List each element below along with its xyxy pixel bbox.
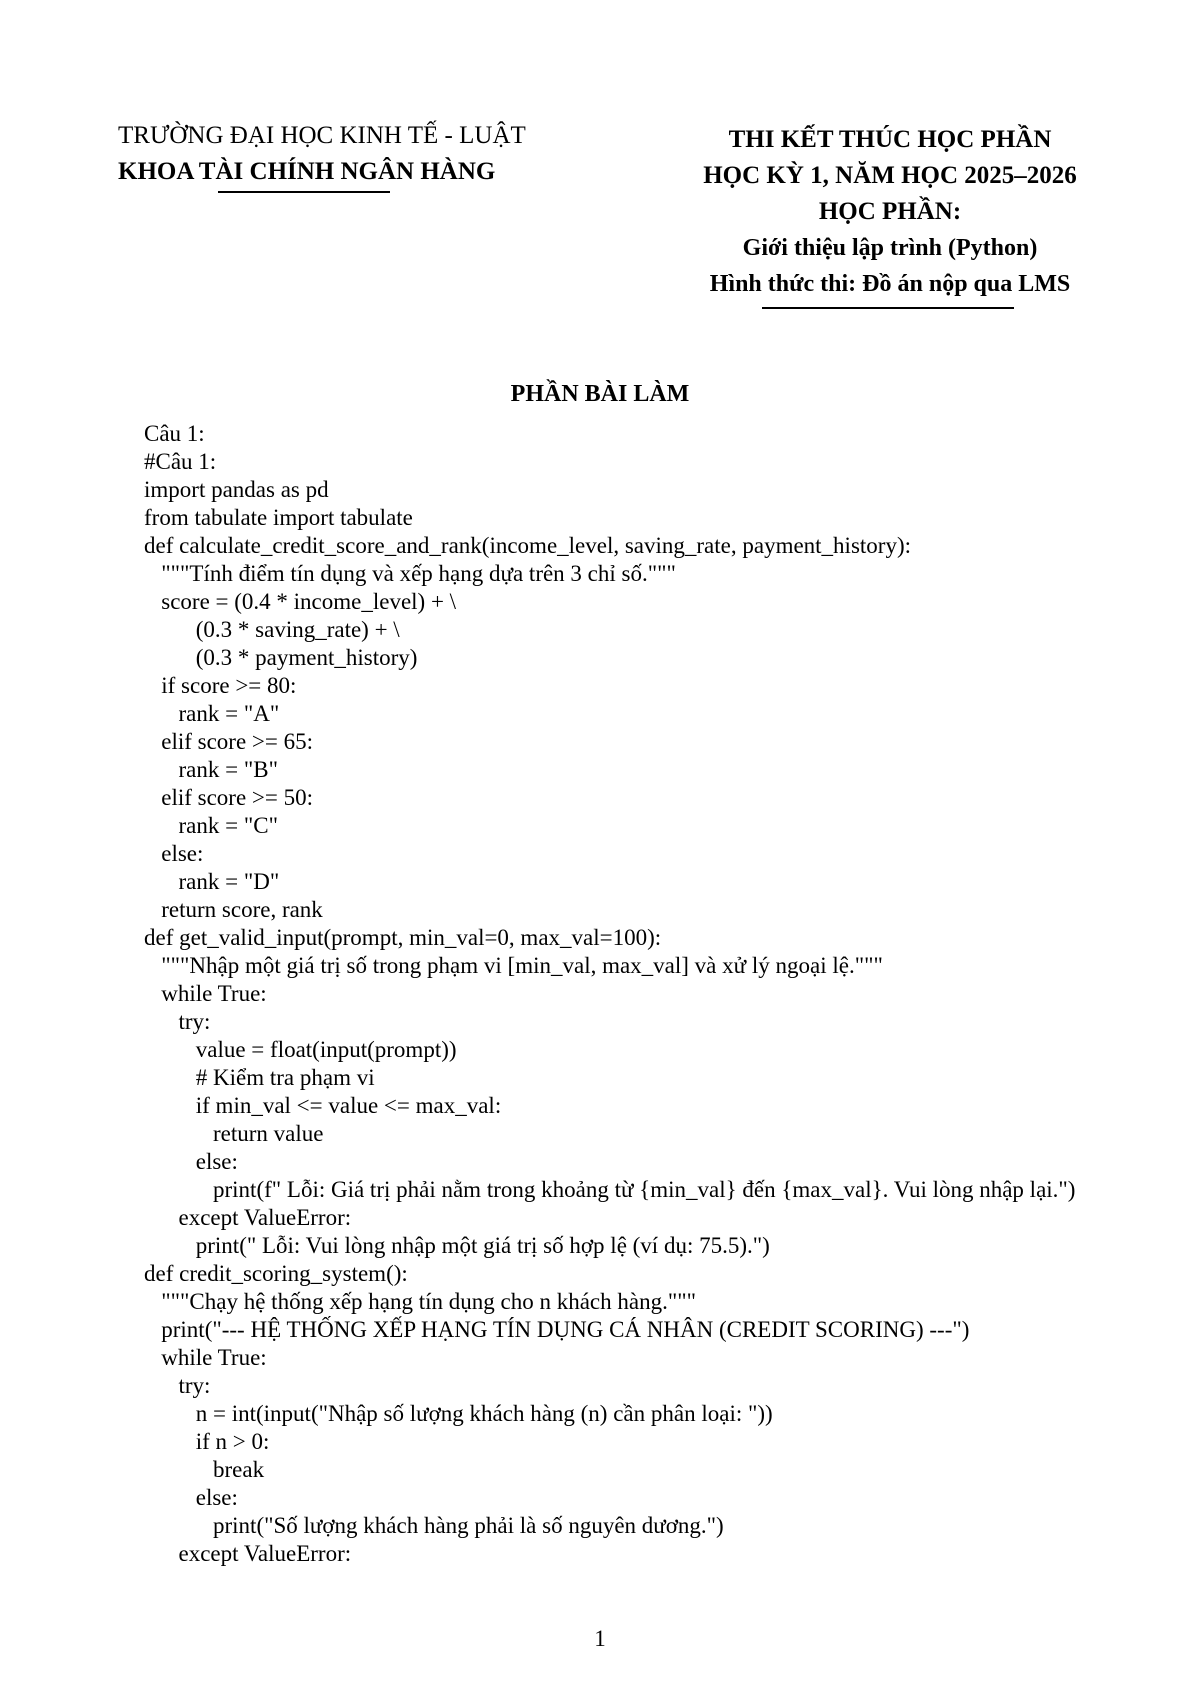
- page-number: 1: [594, 1626, 606, 1651]
- code-line: value = float(input(prompt)): [144, 1037, 457, 1062]
- code-line: while True:: [144, 981, 267, 1006]
- code-line: """Nhập một giá trị số trong phạm vi [min_val, max_val] và xử lý ngoại lệ.""": [144, 953, 883, 978]
- code-line: """Chạy hệ thống xếp hạng tín dụng cho n khách hàng.""": [144, 1289, 697, 1314]
- code-line: except ValueError:: [144, 1205, 352, 1230]
- code-line: print(f" Lỗi: Giá trị phải nằm trong khoảng từ {min_val} đến {max_val}. Vui lòng nhập lại."): [144, 1177, 1076, 1202]
- code-block: [144, 420, 1104, 1568]
- code-line: return value: [144, 1121, 324, 1146]
- institution-header: [118, 118, 578, 190]
- code-line: Câu 1:: [144, 421, 205, 446]
- code-line: """Tính điểm tín dụng và xếp hạng dựa trên 3 chỉ số.""": [144, 561, 676, 586]
- code-line: break: [144, 1457, 265, 1482]
- code-line: print("--- HỆ THỐNG XẾP HẠNG TÍN DỤNG CÁ NHÂN (CREDIT SCORING) ---"): [144, 1317, 970, 1342]
- code-line: def credit_scoring_system():: [144, 1261, 408, 1286]
- code-line: print(" Lỗi: Vui lòng nhập một giá trị số hợp lệ (ví dụ: 75.5)."): [144, 1233, 770, 1258]
- code-line: except ValueError:: [144, 1541, 352, 1566]
- code-line: # Kiểm tra phạm vi: [144, 1065, 375, 1090]
- code-line: elif score >= 65:: [144, 729, 314, 754]
- code-line: import pandas as pd: [144, 477, 329, 502]
- code-line: while True:: [144, 1345, 267, 1370]
- code-line: return score, rank: [144, 897, 323, 922]
- code-line: if n > 0:: [144, 1429, 270, 1454]
- exam-semester: HỌC KỲ 1, NĂM HỌC 2025–2026: [703, 162, 1077, 189]
- code-line: n = int(input("Nhập số lượng khách hàng (n) cần phân loại: ")): [144, 1401, 773, 1426]
- code-line: from tabulate import tabulate: [144, 505, 413, 530]
- code-line: else:: [144, 841, 204, 866]
- code-line: if min_val <= value <= max_val:: [144, 1093, 502, 1118]
- code-line: if score >= 80:: [144, 673, 297, 698]
- faculty-underline: [218, 191, 390, 193]
- code-line: def get_valid_input(prompt, min_val=0, max_val=100):: [144, 925, 662, 950]
- code-line: elif score >= 50:: [144, 785, 314, 810]
- code-line: try:: [144, 1009, 211, 1034]
- section-title: PHẦN BÀI LÀM: [510, 381, 690, 407]
- code-line: score = (0.4 * income_level) + \: [144, 589, 457, 614]
- exam-header: [640, 122, 1140, 302]
- code-line: else:: [144, 1485, 238, 1510]
- code-line: (0.3 * payment_history): [144, 645, 418, 670]
- code-line: rank = "A": [144, 701, 280, 726]
- code-line: rank = "D": [144, 869, 280, 894]
- code-line: (0.3 * saving_rate) + \: [144, 617, 400, 642]
- code-line: #Câu 1:: [144, 449, 217, 474]
- code-line: else:: [144, 1149, 238, 1174]
- code-line: rank = "B": [144, 757, 278, 782]
- exam-form-underline: [762, 307, 1014, 309]
- faculty-name: KHOA TÀI CHÍNH NGÂN HÀNG: [118, 158, 496, 185]
- exam-form: Hình thức thi: Đồ án nộp qua LMS: [709, 271, 1071, 297]
- code-line: def calculate_credit_score_and_rank(income_level, saving_rate, payment_history):: [144, 533, 911, 558]
- university-name: TRƯỜNG ĐẠI HỌC KINH TẾ - LUẬT: [118, 122, 526, 149]
- code-line: try:: [144, 1373, 211, 1398]
- code-line: rank = "C": [144, 813, 278, 838]
- course-name: Giới thiệu lập trình (Python): [742, 235, 1038, 261]
- code-line: print("Số lượng khách hàng phải là số nguyên dương."): [144, 1513, 724, 1538]
- exam-title: THI KẾT THÚC HỌC PHẦN: [728, 126, 1052, 153]
- course-label: HỌC PHẦN:: [818, 198, 962, 225]
